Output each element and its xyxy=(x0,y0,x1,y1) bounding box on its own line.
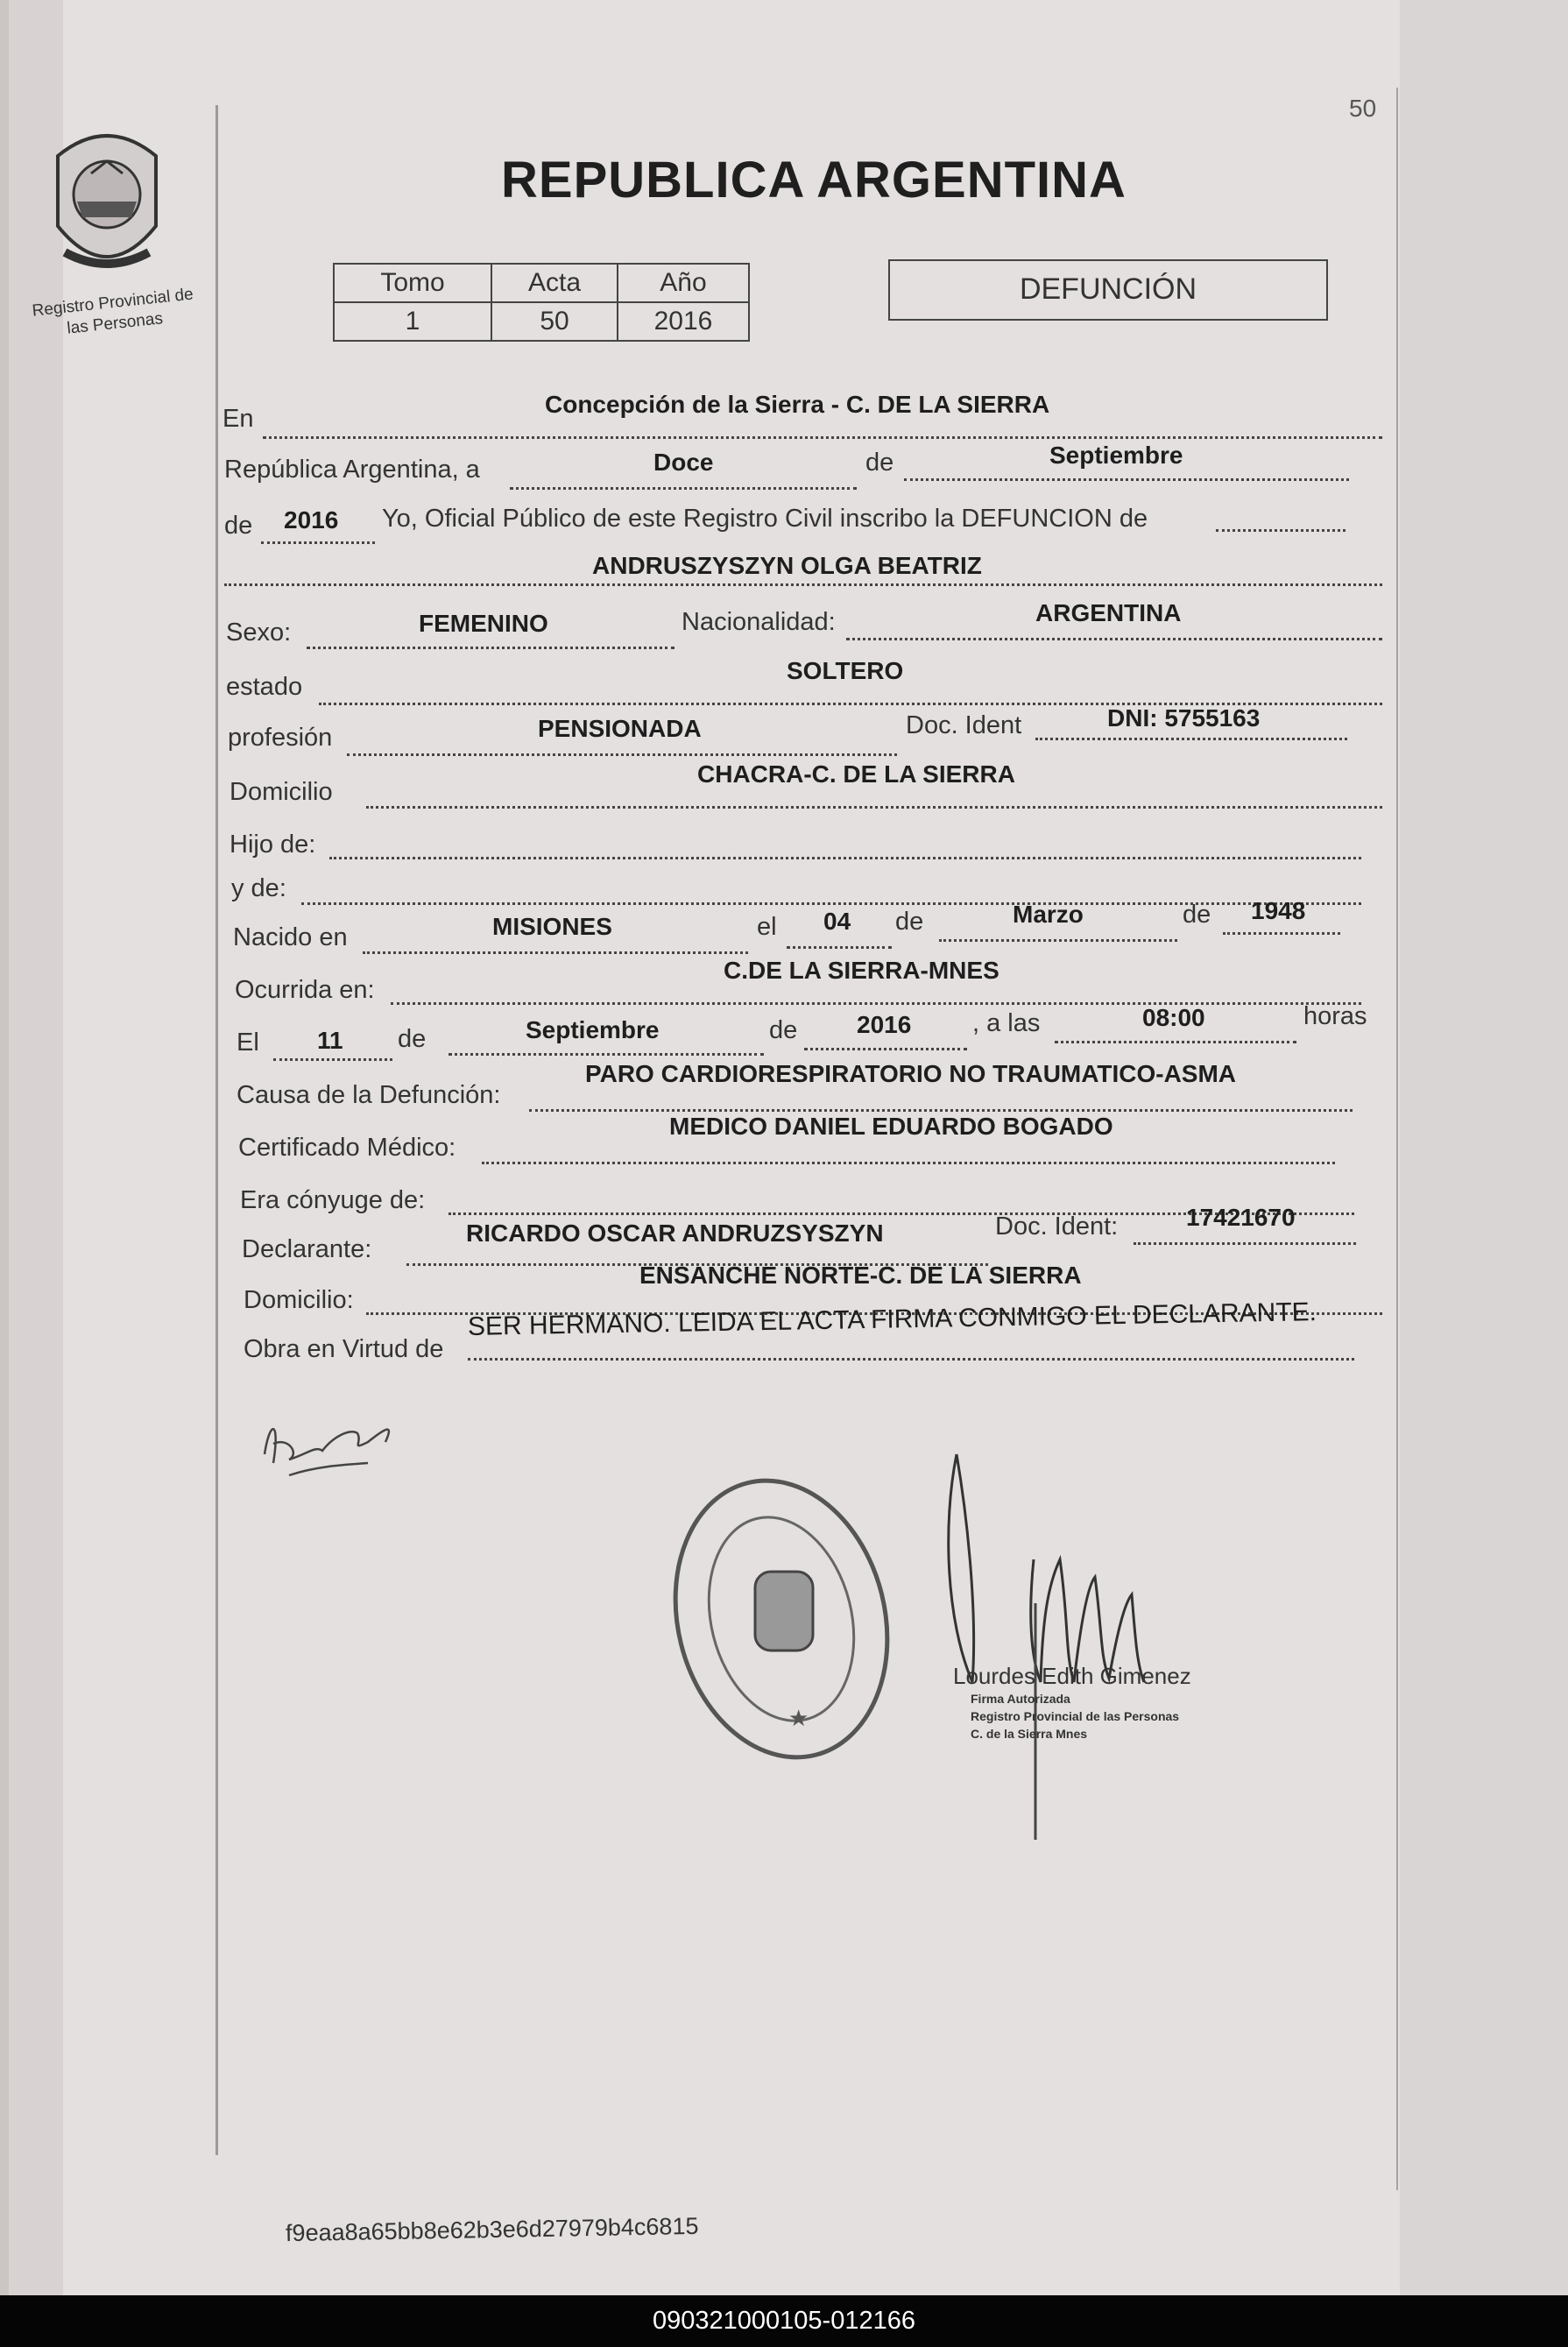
official-registry: Registro Provincial de las Personas xyxy=(971,1709,1180,1723)
field-nombre: ANDRUSZYSZYN OLGA BEATRIZ xyxy=(592,552,982,579)
official-title: Firma Autorizada xyxy=(971,1692,1070,1706)
field-domicilio: CHACRA-C. DE LA SIERRA xyxy=(697,760,1015,788)
table-value-acta: 50 xyxy=(491,302,618,341)
field-profesion: PENSIONADA xyxy=(538,715,702,742)
fill-line xyxy=(329,824,1361,859)
page-number: 50 xyxy=(1349,95,1377,122)
table-header-anio: Año xyxy=(618,264,749,302)
field-fallecio-mes: Septiembre xyxy=(526,1016,660,1043)
label-de: de xyxy=(895,908,924,936)
field-obra: SER HERMANO. LEIDA EL ACTA FIRMA CONMIGO EL DECLARANTE. xyxy=(467,1297,1317,1341)
fill-line xyxy=(301,869,1361,905)
field-ocurrida-en: C.DE LA SIERRA-MNES xyxy=(724,957,999,984)
official-location: C. de la Sierra Mnes xyxy=(971,1727,1088,1741)
label-estado: estado xyxy=(226,673,303,701)
field-fallecio-anio: 2016 xyxy=(857,1011,912,1038)
label-nacido-en: Nacido en xyxy=(233,923,348,951)
table-header-acta: Acta xyxy=(491,264,618,302)
field-nacido-dia: 04 xyxy=(823,908,851,935)
label-de: de xyxy=(398,1025,427,1053)
document-hash: f9eaa8a65bb8e62b3e6d27979b4c6815 xyxy=(285,2212,699,2247)
label-certificado: Certificado Médico: xyxy=(238,1134,456,1162)
field-anio: 2016 xyxy=(284,506,339,534)
label-el-cap: El xyxy=(237,1029,259,1057)
field-certificado: MEDICO DANIEL EDUARDO BOGADO xyxy=(669,1113,1113,1140)
field-dia: Doce xyxy=(653,449,714,476)
field-dni: DNI: 5755163 xyxy=(1107,704,1261,732)
label-en: En xyxy=(222,405,254,433)
record-type-box: DEFUNCIÓN xyxy=(888,259,1328,321)
label-causa: Causa de la Defunción: xyxy=(237,1081,501,1109)
field-nacionalidad: ARGENTINA xyxy=(1035,599,1182,626)
label-a-las: , a las xyxy=(972,1009,1041,1037)
official-stamp xyxy=(953,1663,1268,1743)
field-hora: 08:00 xyxy=(1142,1004,1205,1031)
official-name: Lourdes Edith Gimenez xyxy=(953,1663,1191,1689)
field-nacido-mes: Marzo xyxy=(1013,901,1084,928)
field-lugar: Concepción de la Sierra - C. DE LA SIERRA xyxy=(545,391,1050,418)
field-sexo: FEMENINO xyxy=(419,610,548,637)
label-republica: República Argentina, a xyxy=(224,456,480,484)
label-yo-oficial: Yo, Oficial Público de este Registro Civil inscribo la DEFUNCION de xyxy=(382,505,1148,533)
label-el: el xyxy=(757,913,777,941)
field-fallecio-dia: 11 xyxy=(317,1027,343,1054)
field-causa: PARO CARDIORESPIRATORIO NO TRAUMATICO-ASMA xyxy=(585,1060,1237,1087)
label-hijo-de: Hijo de: xyxy=(230,831,316,859)
label-de: de xyxy=(224,512,253,540)
label-domicilio: Domicilio: xyxy=(244,1286,354,1314)
label-doc-ident: Doc. Ident xyxy=(906,711,1022,739)
field-nacido-anio: 1948 xyxy=(1251,897,1306,924)
delegation-seal xyxy=(666,1463,902,1770)
label-conyuge: Era cónyuge de: xyxy=(240,1186,426,1214)
fill-line xyxy=(1216,496,1346,532)
label-domicilio: Domicilio xyxy=(230,778,333,806)
field-declarante: RICARDO OSCAR ANDRUZSYSZYN xyxy=(466,1219,884,1247)
label-de: de xyxy=(865,449,894,477)
label-y-de: y de: xyxy=(231,874,286,902)
label-de: de xyxy=(769,1016,798,1044)
table-value-anio: 2016 xyxy=(618,302,749,341)
label-declarante: Declarante: xyxy=(242,1235,372,1263)
document-title: REPUBLICA ARGENTINA xyxy=(501,152,1127,209)
label-nacionalidad: Nacionalidad: xyxy=(682,608,836,636)
label-profesion: profesión xyxy=(228,724,333,752)
footer-id-bar: 090321000105-012166 xyxy=(0,2295,1568,2347)
official-signature xyxy=(937,1446,1253,1849)
registry-label: Registro Provincial de las Personas xyxy=(31,285,194,338)
label-horas: horas xyxy=(1303,1002,1367,1030)
label-ocurrida-en: Ocurrida en: xyxy=(235,976,375,1004)
svg-text:★: ★ xyxy=(788,1706,809,1732)
field-mes: Septiembre xyxy=(1049,442,1183,469)
table-value-tomo: 1 xyxy=(334,302,491,341)
field-nacido-en: MISIONES xyxy=(492,913,612,940)
label-sexo: Sexo: xyxy=(226,619,292,647)
table-header-tomo: Tomo xyxy=(334,264,491,302)
field-declarante-domicilio: ENSANCHE NORTE-C. DE LA SIERRA xyxy=(639,1262,1082,1289)
field-declarante-doc: 17421670 xyxy=(1186,1204,1296,1231)
label-obra: Obra en Virtud de xyxy=(244,1335,444,1363)
label-de: de xyxy=(1183,901,1211,929)
label-doc-ident: Doc. Ident: xyxy=(995,1212,1119,1241)
field-estado: SOLTERO xyxy=(787,657,904,684)
declarant-signature xyxy=(254,1402,412,1489)
